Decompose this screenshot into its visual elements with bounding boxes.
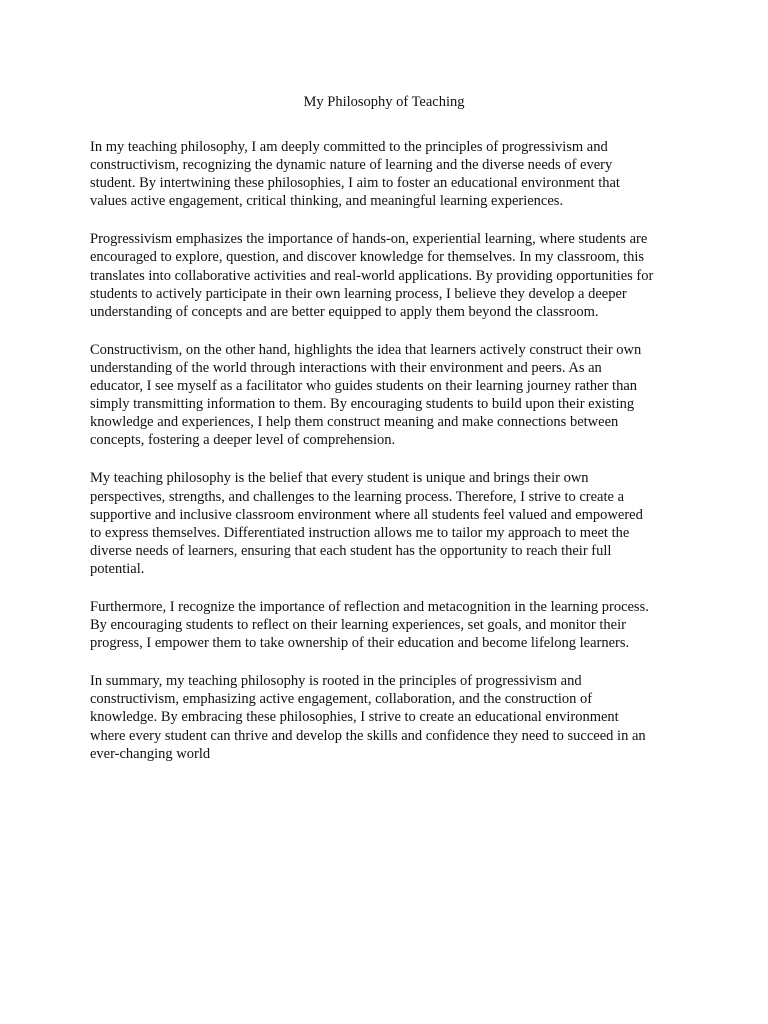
paragraph-line: supportive and inclusive classroom environment where all students feel valued and empowered xyxy=(90,506,643,523)
paragraph-line: My teaching philosophy is the belief that every student is unique and brings their own xyxy=(90,470,589,487)
paragraph-line: encouraged to explore, question, and discover knowledge for themselves. In my classroom, this xyxy=(90,249,645,266)
paragraph-unique-students xyxy=(90,469,690,578)
paragraph-line: constructivism, emphasizing active engagement, collaboration, and the construction of xyxy=(90,691,593,708)
paragraph-line: translates into collaborative activities and real-world applications. By providing opportunities for xyxy=(90,267,654,284)
paragraph-line: knowledge and experiences, I help them construct meaning and make connections between xyxy=(90,414,619,431)
paragraph-line: student. By intertwining these philosophies, I aim to foster an educational environment that xyxy=(90,175,620,192)
document-body xyxy=(90,138,690,783)
paragraph-progressivism xyxy=(90,230,690,320)
paragraph-line: simply transmitting information to them. By encouraging students to build upon their existing xyxy=(90,396,635,413)
paragraph-line: Furthermore, I recognize the importance of reflection and metacognition in the learning process. xyxy=(90,598,649,615)
paragraph-line: In my teaching philosophy, I am deeply committed to the principles of progressivism and xyxy=(90,139,608,155)
paragraph-line: potential. xyxy=(90,560,145,577)
document-title: My Philosophy of Teaching xyxy=(303,94,465,110)
paragraph-line: students to actively participate in their own learning process, I believe they develop a deeper xyxy=(90,285,627,302)
paragraph-summary xyxy=(90,672,690,762)
paragraph-line: understanding of concepts and are better equipped to apply them beyond the classroom. xyxy=(90,303,599,320)
paragraph-line: concepts, fostering a deeper level of comprehension. xyxy=(90,432,396,449)
paragraph-line: perspectives, strengths, and challenges to the learning process. Therefore, I strive to create a xyxy=(90,488,625,505)
paragraph-line: values active engagement, critical thinking, and meaningful learning experiences. xyxy=(90,193,564,210)
paragraph-intro xyxy=(90,138,690,210)
paragraph-line: to express themselves. Differentiated instruction allows me to tailor my approach to meet the xyxy=(90,524,630,541)
paragraph-line: constructivism, recognizing the dynamic nature of learning and the diverse needs of every xyxy=(90,157,613,174)
paragraph-line: progress, I empower them to take ownership of their education and become lifelong learners. xyxy=(90,635,630,652)
paragraph-line: Constructivism, on the other hand, highlights the idea that learners actively construct their own xyxy=(90,341,642,358)
paragraph-line: educator, I see myself as a facilitator who guides students on their learning journey rather than xyxy=(90,378,638,395)
paragraph-line: diverse needs of learners, ensuring that each student has the opportunity to reach their full xyxy=(90,542,612,559)
paragraph-line: Progressivism emphasizes the importance of hands-on, experiential learning, where students are xyxy=(90,231,648,248)
paragraph-line: ever-changing world xyxy=(90,745,211,762)
paragraph-line: In summary, my teaching philosophy is rooted in the principles of progressivism and xyxy=(90,673,582,690)
paragraph-reflection xyxy=(90,598,690,652)
paragraph-line: By encouraging students to reflect on their learning experiences, set goals, and monitor their xyxy=(90,617,626,634)
paragraph-line: where every student can thrive and develop the skills and confidence they need to succeed in an xyxy=(90,727,646,744)
paragraph-line: understanding of the world through interactions with their environment and peers. As an xyxy=(90,359,602,376)
paragraph-constructivism xyxy=(90,341,690,450)
paragraph-line: knowledge. By embracing these philosophies, I strive to create an educational environment xyxy=(90,709,619,726)
